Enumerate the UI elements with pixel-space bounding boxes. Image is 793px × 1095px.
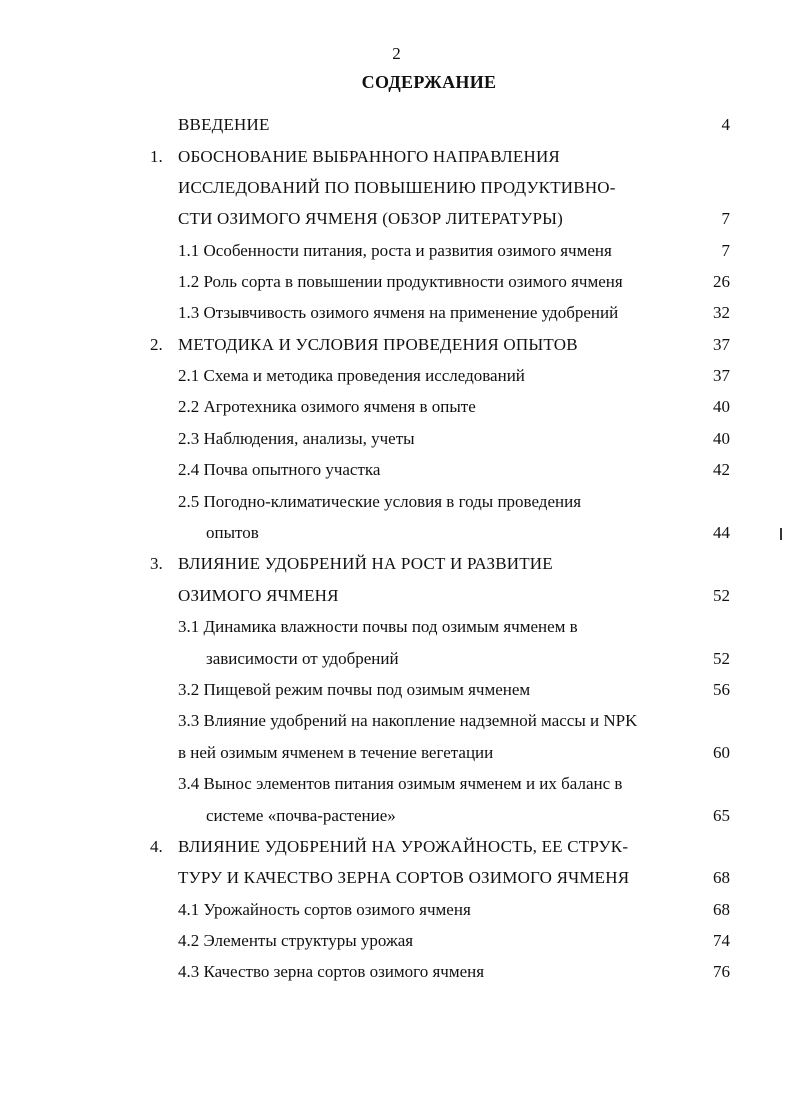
toc-entry-page: 32 xyxy=(713,303,730,322)
toc-entry-page: 68 xyxy=(713,900,730,919)
toc-entry-text: 3.1 Динамика влажности почвы под озимым ячменем в xyxy=(178,617,578,636)
toc-entry-text: ОБОСНОВАНИЕ ВЫБРАННОГО НАПРАВЛЕНИЯ xyxy=(178,147,560,166)
toc-entry-page: 40 xyxy=(713,397,730,416)
toc-entry-text: ТУРУ И КАЧЕСТВО ЗЕРНА СОРТОВ ОЗИМОГО ЯЧМЕНЯ xyxy=(178,868,630,887)
toc-entry-text: 2.4 Почва опытного участка xyxy=(178,460,381,479)
toc-entry-text: ВЛИЯНИЕ УДОБРЕНИЙ НА РОСТ И РАЗВИТИЕ xyxy=(178,554,553,573)
toc-entry-text: 1.3 Отзывчивость озимого ячменя на применение удобрений xyxy=(178,303,619,322)
toc-entry-page: 4 xyxy=(721,115,730,134)
toc-entry-text: 2.3 Наблюдения, анализы, учеты xyxy=(178,429,415,448)
toc-entry-number: 3. xyxy=(150,554,163,573)
toc-entry-page: 37 xyxy=(713,335,730,354)
toc-entry-text: 3.4 Вынос элементов питания озимым ячменем и их баланс в xyxy=(178,774,623,793)
toc-entry-text: 1.2 Роль сорта в повышении продуктивности озимого ячменя xyxy=(178,272,623,291)
toc-entry-text: 2.5 Погодно-климатические условия в годы проведения xyxy=(178,492,582,511)
toc-entry-page: 7 xyxy=(721,241,730,260)
toc-entry-text: ВЛИЯНИЕ УДОБРЕНИЙ НА УРОЖАЙНОСТЬ, ЕЕ СТРУК- xyxy=(178,837,629,856)
toc-entry-page: 40 xyxy=(713,429,730,448)
toc-entry-text: системе «почва-растение» xyxy=(206,806,396,825)
scan-mark xyxy=(780,528,782,540)
toc-entry-number: 1. xyxy=(150,147,163,166)
toc-entry-text: 1.1 Особенности питания, роста и развития озимого ячменя xyxy=(178,241,612,260)
toc-entry-page: 76 xyxy=(713,962,730,981)
toc-entry-page: 42 xyxy=(713,460,730,479)
page-number: 2 xyxy=(392,44,401,63)
toc-entry-text: 3.3 Влияние удобрений на накопление надземной массы и NPK xyxy=(178,711,638,730)
toc-entry-page: 56 xyxy=(713,680,730,699)
toc-entry-page: 52 xyxy=(713,586,730,605)
toc-entry-text: МЕТОДИКА И УСЛОВИЯ ПРОВЕДЕНИЯ ОПЫТОВ xyxy=(178,335,578,354)
toc-entry-text: 4.1 Урожайность сортов озимого ячменя xyxy=(178,900,471,919)
toc-entry-page: 52 xyxy=(713,649,730,668)
toc-entry-text: ВВЕДЕНИЕ xyxy=(178,115,270,134)
toc-entry-page: 37 xyxy=(713,366,730,385)
toc-entry-text: в ней озимым ячменем в течение вегетации xyxy=(178,743,494,762)
toc-entry-page: 68 xyxy=(713,868,730,887)
toc-entry-text: опытов xyxy=(206,523,259,542)
toc-entry-text: СТИ ОЗИМОГО ЯЧМЕНЯ (ОБЗОР ЛИТЕРАТУРЫ) xyxy=(178,209,563,228)
toc-entry-text: зависимости от удобрений xyxy=(206,649,399,668)
toc-entry-text: 3.2 Пищевой режим почвы под озимым ячменем xyxy=(178,680,531,699)
toc-entry-text: 2.2 Агротехника озимого ячменя в опыте xyxy=(178,397,476,416)
toc-entry-text: 2.1 Схема и методика проведения исследований xyxy=(178,366,525,385)
toc-entry-page: 60 xyxy=(713,743,730,762)
toc-entry-number: 4. xyxy=(150,837,163,856)
toc-title: СОДЕРЖАНИЕ xyxy=(361,72,497,92)
toc-entry-text: 4.2 Элементы структуры урожая xyxy=(178,931,414,950)
toc-entry-page: 26 xyxy=(713,272,730,291)
toc-entry-page: 65 xyxy=(713,806,730,825)
toc-entry-page: 7 xyxy=(721,209,730,228)
toc-entry-text: ИССЛЕДОВАНИЙ ПО ПОВЫШЕНИЮ ПРОДУКТИВНО- xyxy=(178,178,616,197)
toc-entry-page: 44 xyxy=(713,523,730,542)
toc-entry-page: 74 xyxy=(713,931,730,950)
toc-entry-text: 4.3 Качество зерна сортов озимого ячменя xyxy=(178,962,485,981)
toc-entry-number: 2. xyxy=(150,335,163,354)
toc-entry-text: ОЗИМОГО ЯЧМЕНЯ xyxy=(178,586,339,605)
